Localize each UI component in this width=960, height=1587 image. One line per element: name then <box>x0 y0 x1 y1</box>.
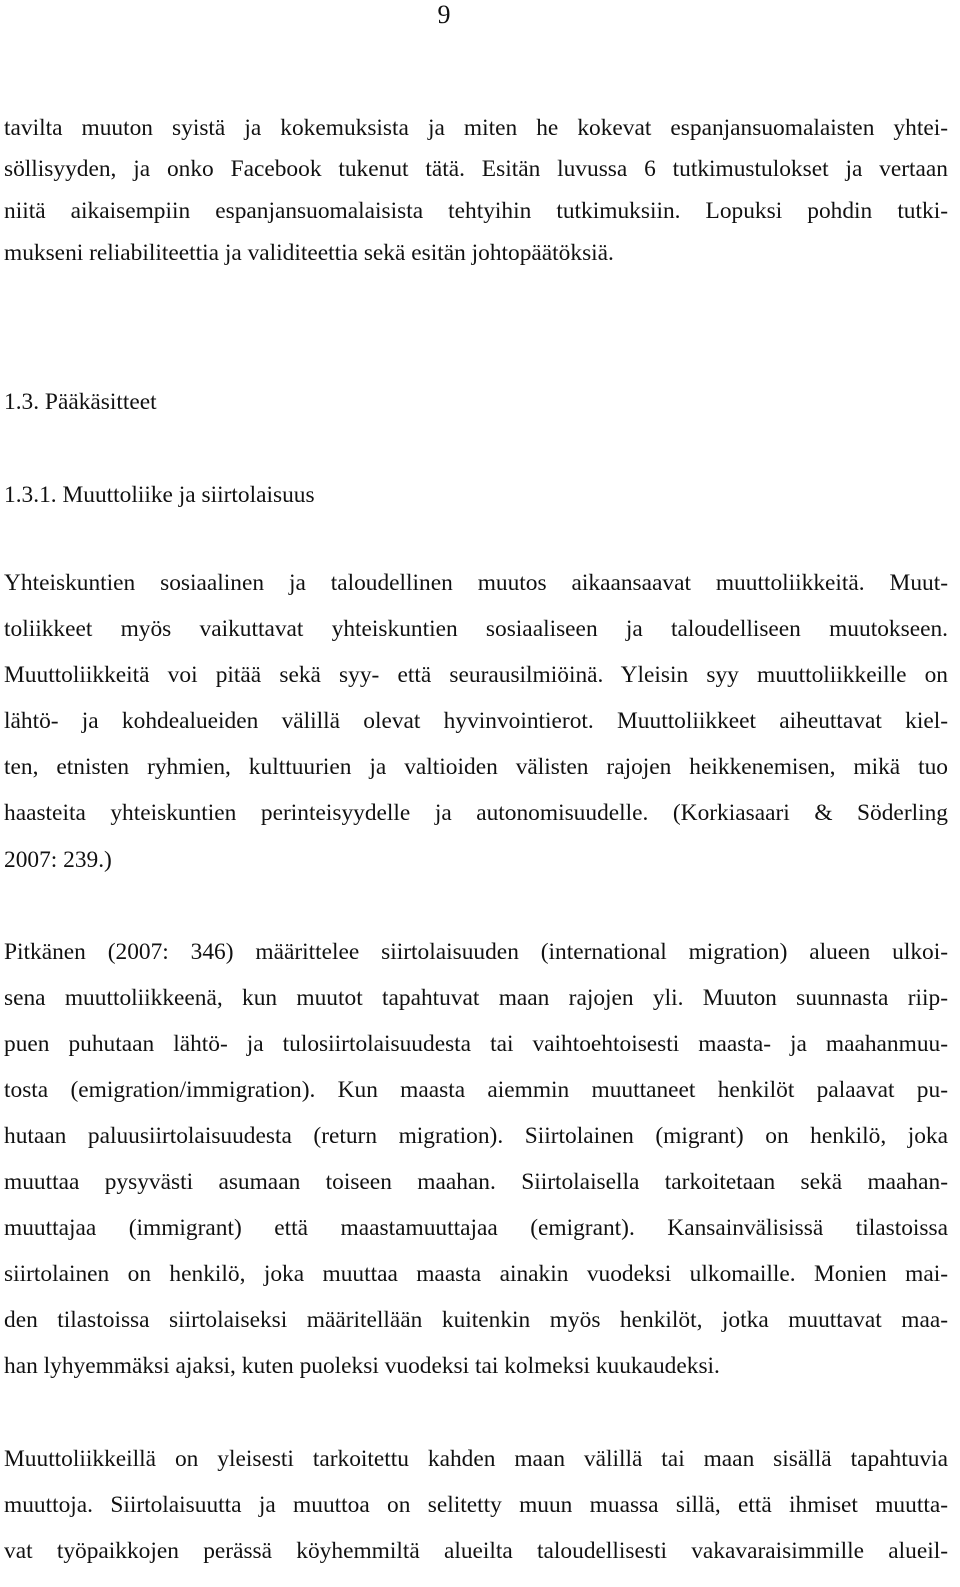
text-line: niitä aikaisempiin espanjansuomalaisista tehtyihin tutkimuksiin. Lopuksi pohdin tutki- <box>4 198 948 224</box>
text-line: muuttaa pysyvästi asumaan toiseen maahan. Siirtolaisella tarkoitetaan sekä maahan- <box>4 1169 948 1195</box>
text-line: muuttajaa (immigrant) että maastamuuttajaa (emigrant). Kansainvälisissä tilastoissa <box>4 1215 948 1241</box>
text-line: vat työpaikkojen perässä köyhemmiltä alueilta taloudellisesti vakavaraisimmille alueil- <box>4 1538 948 1564</box>
text-line: Muuttoliikkeitä voi pitää sekä syy- että seurausilmiöinä. Yleisin syy muuttoliikkeille on <box>4 662 948 688</box>
text-line: hutaan paluusiirtolaisuudesta (return migration). Siirtolainen (migrant) on henkilö, joka <box>4 1123 948 1149</box>
text-line: muuttoja. Siirtolaisuutta ja muuttoa on selitetty muun muassa sillä, että ihmiset muutta- <box>4 1492 948 1518</box>
text-line: Pitkänen (2007: 346) määrittelee siirtolaisuuden (international migration) alueen ulkoi- <box>4 939 948 965</box>
text-line: haasteita yhteiskuntien perinteisyydelle ja autonomisuudelle. (Korkiasaari & Söderling <box>4 800 948 826</box>
text-line: tavilta muuton syistä ja kokemuksista ja miten he kokevat espanjansuomalaisten yhtei- <box>4 115 948 141</box>
text-line: 2007: 239.) <box>4 847 112 873</box>
text-line: puen puhutaan lähtö- ja tulosiirtolaisuudesta tai vaihtoehtoisesti maasta- ja maahanmuu- <box>4 1031 948 1057</box>
text-line: siirtolainen on henkilö, joka muuttaa maasta ainakin vuodeksi ulkomaille. Monien mai- <box>4 1261 948 1287</box>
text-line: den tilastoissa siirtolaiseksi määritellään kuitenkin myös henkilöt, jotka muuttavat maa- <box>4 1307 948 1333</box>
text-line: sena muuttoliikkeenä, kun muutot tapahtuvat maan rajojen yli. Muuton suunnasta riip- <box>4 985 948 1011</box>
text-line: toliikkeet myös vaikuttavat yhteiskuntien sosiaaliseen ja taloudelliseen muutokseen. <box>4 616 948 642</box>
text-line: söllisyyden, ja onko Facebook tukenut tätä. Esitän luvussa 6 tutkimustulokset ja vertaan <box>4 156 948 182</box>
text-line: ten, etnisten ryhmien, kulttuurien ja valtioiden välisten rajojen heikkenemisen, mikä tuo <box>4 754 948 780</box>
text-line: mukseni reliabiliteettia ja validiteettia sekä esitän johtopäätöksiä. <box>4 240 614 266</box>
text-line: lähtö- ja kohdealueiden välillä olevat hyvinvointierot. Muuttoliikkeet aiheuttavat kiel- <box>4 708 948 734</box>
text-line: han lyhyemmäksi ajaksi, kuten puoleksi vuodeksi tai kolmeksi kuukaudeksi. <box>4 1353 720 1379</box>
text-line: Yhteiskuntien sosiaalinen ja taloudellinen muutos aikaansaavat muuttoliikkeitä. Muut- <box>4 570 948 596</box>
text-line: tosta (emigration/immigration). Kun maasta aiemmin muuttaneet henkilöt palaavat pu- <box>4 1077 948 1103</box>
page-number: 9 <box>437 0 451 29</box>
text-line: Muuttoliikkeillä on yleisesti tarkoitettu kahden maan välillä tai maan sisällä tapahtuvia <box>4 1446 948 1472</box>
section-heading: 1.3. Pääkäsitteet <box>4 389 157 415</box>
subsection-heading: 1.3.1. Muuttoliike ja siirtolaisuus <box>4 482 315 508</box>
